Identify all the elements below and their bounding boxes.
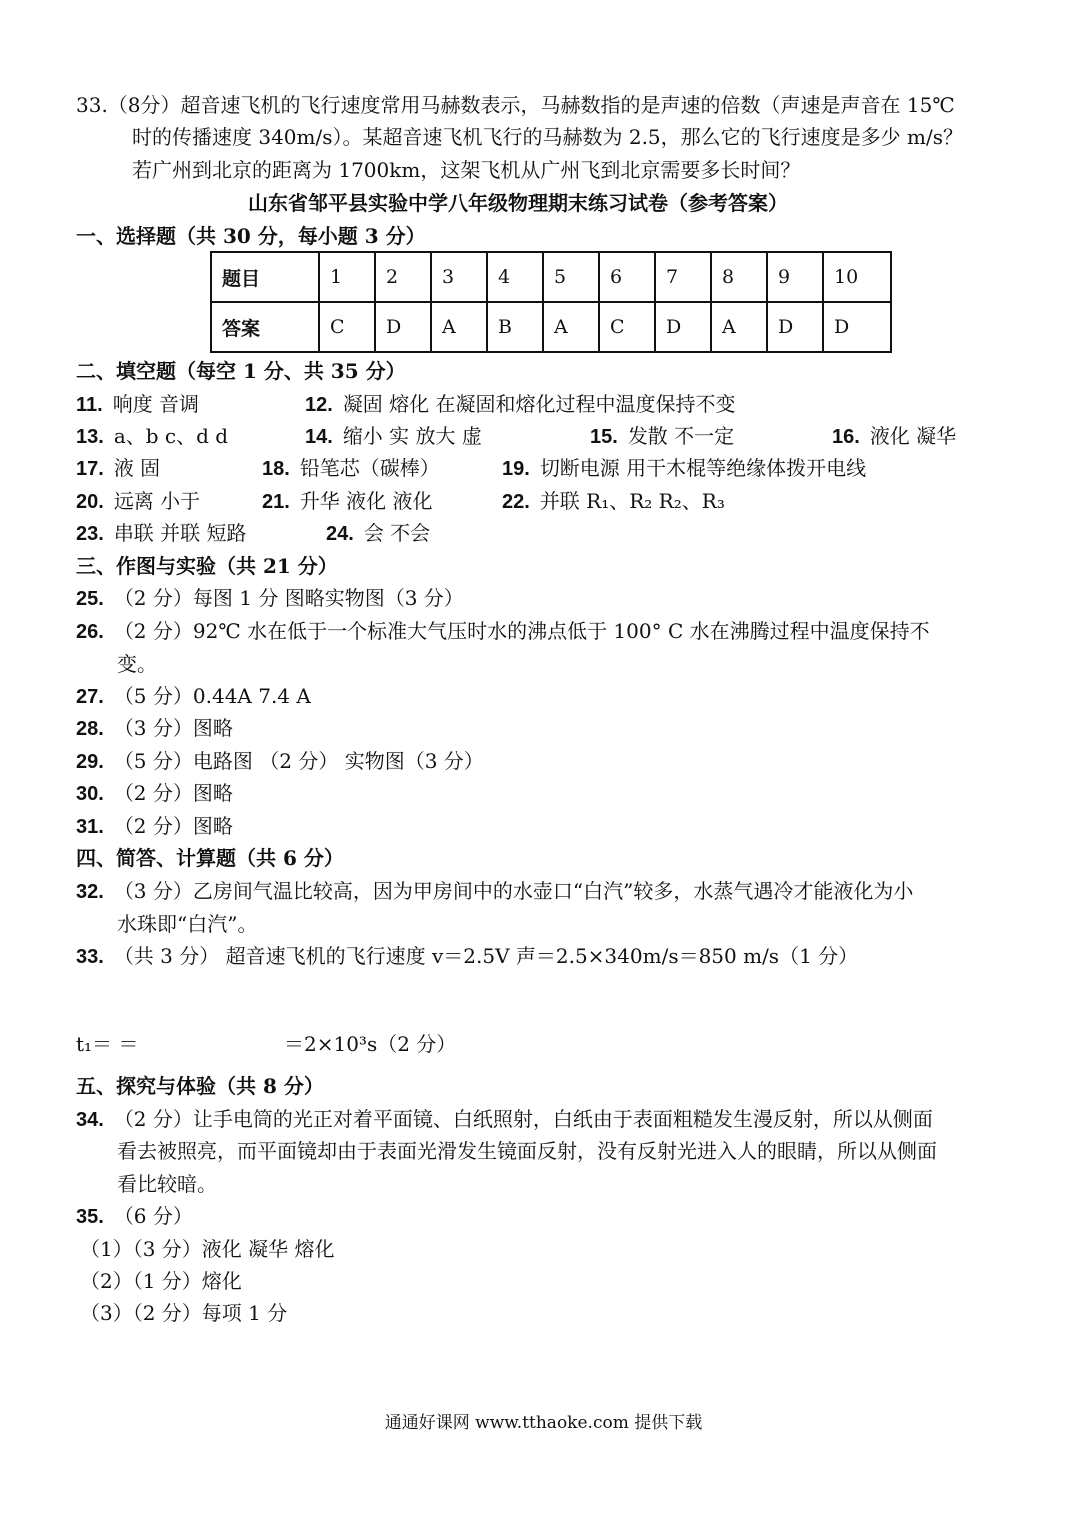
q-number: 14. — [305, 426, 333, 448]
answer-18 — [262, 454, 440, 483]
answer-34 — [76, 1105, 933, 1134]
section-1-heading: 一、选择题（共 30 分，每小题 3 分） — [76, 224, 426, 248]
table-row-answers — [211, 302, 891, 352]
answer-text: 并联 R₁、R₂ R₂、R₃ — [539, 489, 725, 513]
answer-17 — [76, 454, 160, 483]
q-number: 35. — [76, 1206, 104, 1228]
q-number: 20. — [76, 491, 104, 513]
section-4-heading: 四、简答、计算题（共 6 分） — [76, 846, 344, 870]
answer-26-continued: 变。 — [117, 652, 157, 676]
answer-text: （2 分）让手电筒的光正对着平面镜、白纸照射，白纸由于表面粗糙发生漫反射，所以从侧面 — [113, 1107, 933, 1131]
answer-text: 升华 液化 液化 — [299, 489, 433, 513]
table-cell: D — [823, 302, 891, 352]
answer-text: （5 分）0.44A 7.4 A — [113, 684, 311, 708]
q-number: 13. — [76, 426, 104, 448]
q-number: 24. — [326, 523, 354, 545]
page-footer: 通通好课网 www.tthaoke.com 提供下载 — [384, 1413, 703, 1433]
answer-11 — [76, 390, 199, 419]
answer-text: 串联 并联 短路 — [113, 521, 247, 545]
answer-34-line-2: 看去被照亮，而平面镜却由于表面光滑发生镜面反射，没有反射光进入人的眼睛，所以从侧面 — [117, 1139, 937, 1163]
q-number: 34. — [76, 1109, 104, 1131]
answer-text: （5 分）电路图 （2 分） 实物图（3 分） — [113, 749, 484, 773]
answer-text: 缩小 实 放大 虚 — [342, 424, 482, 448]
table-cell: 7 — [655, 252, 711, 302]
table-head-question: 题目 — [211, 252, 319, 302]
answer-text: （2 分）图略 — [113, 781, 233, 805]
q33-line-2: 时的传播速度 340m/s）。某超音速飞机飞行的马赫数为 2.5，那么它的飞行速度是多少 m/s？ — [132, 125, 963, 149]
q-number: 27. — [76, 686, 104, 708]
q-number: 23. — [76, 523, 104, 545]
table-cell: B — [487, 302, 543, 352]
answer-text: 发散 不一定 — [627, 424, 735, 448]
q-number: 26. — [76, 621, 104, 643]
answer-31 — [76, 812, 233, 841]
section-2-heading: 二、填空题（每空 1 分、共 35 分） — [76, 359, 406, 383]
q-number: 25. — [76, 588, 104, 610]
q-number: 32. — [76, 881, 104, 903]
q-number: 33. — [76, 946, 104, 968]
answer-text: 远离 小于 — [113, 489, 201, 513]
q-number: 28. — [76, 718, 104, 740]
answer-text: （3 分）乙房间气温比较高，因为甲房间中的水壶口“白汽”较多，水蒸气遇冷才能液化为小 — [113, 879, 914, 903]
q33-line-1: 33.（8分）超音速飞机的飞行速度常用马赫数表示，马赫数指的是声速的倍数（声速是声音在 15℃ — [76, 93, 955, 117]
table-head-answer: 答案 — [211, 302, 319, 352]
q-number: 21. — [262, 491, 290, 513]
q-number: 29. — [76, 751, 104, 773]
table-cell: 8 — [711, 252, 767, 302]
q-number: 30. — [76, 783, 104, 805]
table-cell: A — [431, 302, 487, 352]
answer-key-title: 山东省邹平县实验中学八年级物理期末练习试卷（参考答案） — [248, 191, 788, 215]
answer-34-line-3: 看比较暗。 — [117, 1172, 217, 1196]
table-cell: 6 — [599, 252, 655, 302]
choice-answer-table — [210, 251, 892, 353]
table-cell: D — [655, 302, 711, 352]
answer-35-part-3: （3）（2 分）每项 1 分 — [80, 1301, 288, 1325]
answer-27 — [76, 682, 311, 711]
answer-35-part-2: （2）（1 分）熔化 — [80, 1269, 242, 1293]
formula-t1-result: ＝2×10³s（2 分） — [284, 1032, 457, 1056]
answer-text: a、b c、d d — [113, 424, 229, 448]
answer-text: （2 分）92℃ 水在低于一个标准大气压时水的沸点低于 100° C 水在沸腾过程中温度保持不 — [113, 619, 930, 643]
answer-28 — [76, 714, 233, 743]
table-cell: C — [599, 302, 655, 352]
table-cell: 10 — [823, 252, 891, 302]
answer-23 — [76, 519, 247, 548]
section-3-heading: 三、作图与实验（共 21 分） — [76, 554, 338, 578]
answer-33 — [76, 942, 858, 971]
answer-text: （6 分） — [113, 1204, 193, 1228]
answer-14 — [305, 422, 482, 451]
section-5-heading: 五、探究与体验（共 8 分） — [76, 1074, 324, 1098]
answer-32-continued: 水珠即“白汽”。 — [117, 912, 258, 936]
answer-35 — [76, 1202, 193, 1231]
q-number: 12. — [305, 394, 333, 416]
q-number: 11. — [76, 394, 103, 416]
q-number: 18. — [262, 458, 290, 480]
table-cell: 4 — [487, 252, 543, 302]
table-cell: 9 — [767, 252, 823, 302]
table-cell: 2 — [375, 252, 431, 302]
answer-30 — [76, 779, 233, 808]
table-cell: A — [543, 302, 599, 352]
table-cell: D — [767, 302, 823, 352]
answer-12 — [305, 390, 736, 419]
answer-24 — [326, 519, 430, 548]
answer-29 — [76, 747, 484, 776]
table-cell: 3 — [431, 252, 487, 302]
answer-text: 液化 凝华 — [869, 424, 957, 448]
answer-text: （共 3 分） 超音速飞机的飞行速度 v＝2.5V 声＝2.5×340m/s＝850 m/s（1 分） — [113, 944, 859, 968]
table-cell: D — [375, 302, 431, 352]
answer-21 — [262, 487, 433, 516]
formula-t1-left: t₁＝ ＝ — [76, 1032, 139, 1056]
answer-13 — [76, 422, 228, 451]
q33-line-3: 若广州到北京的距离为 1700km，这架飞机从广州飞到北京需要多长时间？ — [132, 158, 801, 182]
answer-text: 会 不会 — [363, 521, 431, 545]
answer-16 — [832, 422, 956, 451]
q-number: 31. — [76, 816, 104, 838]
answer-15 — [590, 422, 734, 451]
q-number: 15. — [590, 426, 618, 448]
answer-text: 铅笔芯（碳棒） — [299, 456, 440, 480]
q-number: 17. — [76, 458, 104, 480]
answer-32 — [76, 877, 913, 906]
answer-text: 凝固 熔化 在凝固和熔化过程中温度保持不变 — [342, 392, 736, 416]
table-row-numbers — [211, 252, 891, 302]
table-cell: C — [319, 302, 375, 352]
answer-22 — [502, 487, 725, 516]
answer-35-part-1: （1）（3 分）液化 凝华 熔化 — [80, 1237, 335, 1261]
q-number: 16. — [832, 426, 860, 448]
answer-text: 响度 音调 — [112, 392, 200, 416]
q-number: 19. — [502, 458, 530, 480]
table-cell: A — [711, 302, 767, 352]
answer-text: 切断电源 用干木棍等绝缘体拨开电线 — [539, 456, 867, 480]
answer-text: （2 分）每图 1 分 图略实物图（3 分） — [113, 586, 464, 610]
answer-26 — [76, 617, 930, 646]
table-cell: 1 — [319, 252, 375, 302]
answer-25 — [76, 584, 464, 613]
q-number: 22. — [502, 491, 530, 513]
answer-text: （3 分）图略 — [113, 716, 233, 740]
answer-20 — [76, 487, 200, 516]
answer-text: （2 分）图略 — [113, 814, 233, 838]
answer-text: 液 固 — [113, 456, 161, 480]
answer-19 — [502, 454, 866, 483]
table-cell: 5 — [543, 252, 599, 302]
